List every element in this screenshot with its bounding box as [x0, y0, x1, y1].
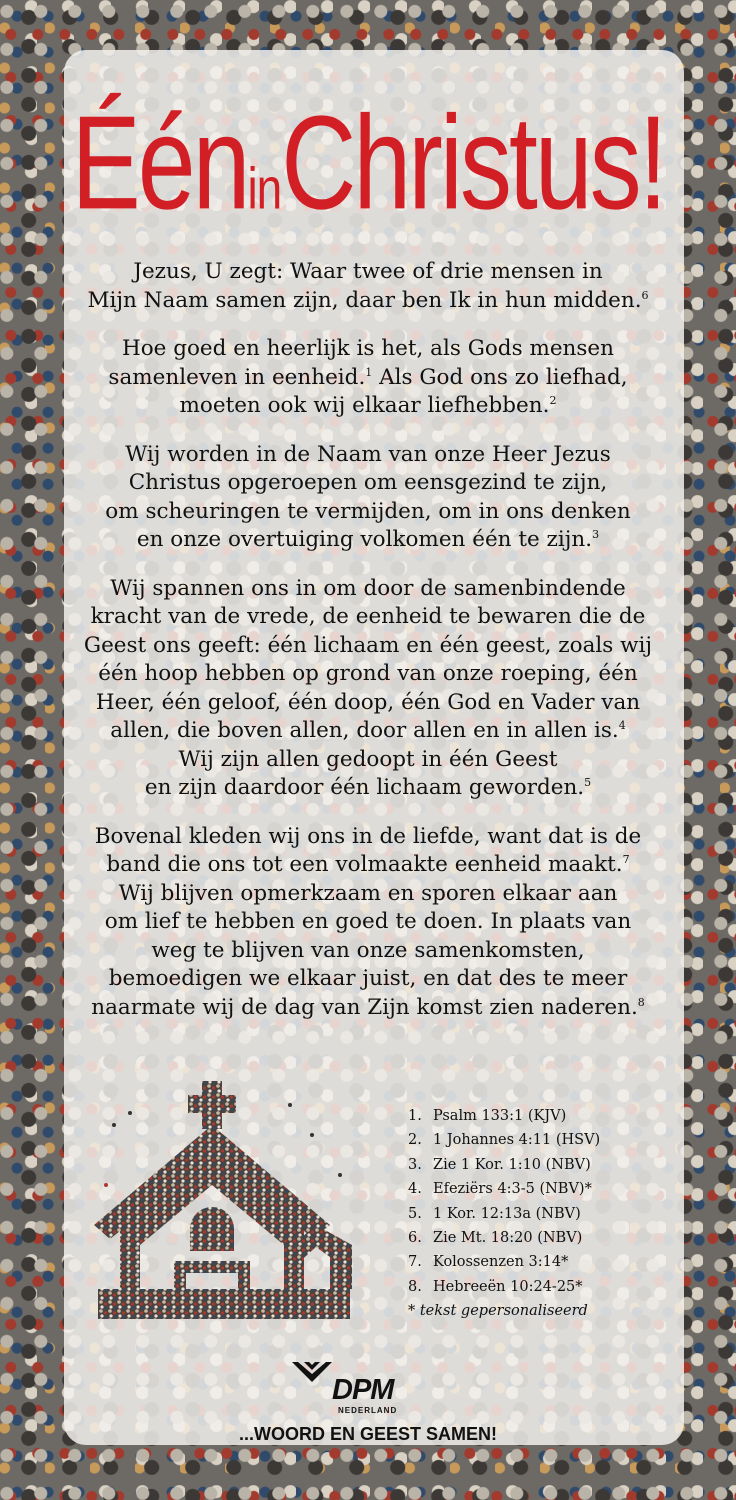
paragraph — [70, 441, 666, 555]
text-line — [70, 526, 666, 555]
line-text: Mijn Naam samen zijn, daar ben Ik in hun midden. — [87, 287, 642, 313]
text-line — [70, 603, 666, 632]
line-text: samenleven in eenheid. — [108, 364, 366, 390]
text-line — [70, 851, 666, 880]
text-line — [70, 823, 666, 852]
text-line — [70, 717, 666, 746]
line-text: om scheuringen te vermijden, om in ons denken — [105, 498, 631, 524]
line-text: moeten ook wij elkaar liefhebben. — [179, 393, 550, 418]
reference-text: Zie 1 Kor. 1:10 (NBV) — [433, 1156, 591, 1173]
text-line — [70, 258, 666, 287]
line-text: Jezus, U zegt: Waar twee of drie mensen in — [133, 259, 603, 284]
reference-number: 8. — [408, 1278, 422, 1295]
footnote-marker: 3 — [592, 527, 600, 541]
text-line — [70, 335, 666, 364]
footnote-marker: 7 — [622, 852, 630, 866]
paragraph — [70, 575, 666, 803]
paragraph — [70, 335, 666, 421]
footnote-marker: 5 — [584, 775, 592, 789]
line-text: Wij spannen ons in om door de samenbindende — [110, 575, 626, 601]
text-line — [70, 774, 666, 803]
reference-item — [408, 1177, 600, 1201]
line-text: Wij blijven opmerkzaam en sporen elkaar aan — [118, 880, 618, 906]
reference-number: 7. — [408, 1254, 422, 1271]
text-line — [70, 498, 666, 527]
paragraph — [70, 258, 666, 315]
line-text: één hoop hebben op grond van onze roeping, één — [98, 661, 638, 686]
reference-text: Hebreeën 10:24-25* — [433, 1278, 583, 1295]
reference-item — [408, 1275, 600, 1299]
text-line — [70, 746, 666, 775]
text-line — [70, 392, 666, 421]
text-line — [70, 994, 666, 1023]
reference-text: 1 Kor. 12:13a (NBV) — [433, 1205, 581, 1222]
text-line — [70, 880, 666, 909]
text-line — [70, 937, 666, 966]
footnote-marker: 6 — [641, 288, 649, 302]
text-line — [70, 287, 666, 316]
reference-item — [408, 1104, 600, 1128]
line-text: Christus opgeroepen om eensgezind te zijn, — [128, 470, 608, 495]
text-line — [70, 441, 666, 470]
text-line — [70, 660, 666, 689]
reference-number: 6. — [408, 1230, 422, 1247]
text-line — [70, 908, 666, 937]
text-line — [70, 689, 666, 718]
logo-subtitle: NEDERLAND — [338, 1406, 398, 1415]
reference-item — [408, 1226, 600, 1250]
body-text — [70, 258, 666, 1042]
title-part-2: in — [247, 154, 282, 222]
church-crowd-illustration — [90, 1075, 358, 1337]
line-text: Wij worden in de Naam van onze Heer Jezus — [125, 441, 611, 467]
footnote-marker: 8 — [637, 995, 645, 1009]
reference-item — [408, 1250, 600, 1274]
text-line — [70, 364, 666, 393]
reference-text: Kolossenzen 3:14* — [433, 1254, 569, 1271]
reference-list — [408, 1104, 600, 1324]
reference-text: Zie Mt. 18:20 (NBV) — [433, 1230, 583, 1247]
line-text: Heer, één geloof, één doop, één God en Vader van — [95, 689, 641, 715]
page-title — [0, 88, 736, 240]
line-text: Hoe goed en heerlijk is het, als Gods mensen — [121, 336, 615, 361]
line-text-after: Als God ons zo liefhad, — [372, 364, 628, 390]
line-text: Wij zijn allen gedoopt in één Geest — [178, 746, 558, 772]
reference-text: Psalm 133:1 (KJV) — [433, 1108, 567, 1124]
tagline: ...WOORD EN GEEST SAMEN! — [238, 1424, 497, 1444]
footnote-marker: 1 — [365, 365, 373, 379]
line-text: en onze overtuiging volkomen één te zijn. — [136, 527, 593, 552]
reference-number: 5. — [408, 1205, 422, 1222]
line-text: allen, die boven allen, door allen en in allen is. — [110, 718, 619, 743]
text-line — [70, 575, 666, 604]
reference-number: 2. — [408, 1132, 422, 1149]
title-part-1: Één — [71, 89, 248, 238]
line-text: band die ons tot een volmaakte eenheid maakt. — [106, 852, 623, 877]
line-text: bemoedigen we elkaar juist, en dat des te meer — [108, 966, 628, 991]
reference-number: 1. — [408, 1108, 422, 1124]
footnote-marker: 2 — [549, 393, 557, 407]
line-text: om lief te hebben en goed te doen. In plaats van — [104, 909, 632, 934]
line-text: weg te blijven van onze samenkomsten, — [151, 937, 585, 963]
footnote-marker: 4 — [618, 718, 626, 732]
title-part-3: Christus! — [281, 89, 665, 238]
reference-number: 4. — [408, 1181, 422, 1198]
line-text: kracht van de vrede, de eenheid te bewaren die de — [90, 604, 646, 629]
line-text: en zijn daardoor één lichaam geworden. — [144, 775, 585, 800]
references-note: * tekst gepersonaliseerd — [408, 1303, 588, 1320]
reference-number: 3. — [408, 1156, 422, 1173]
text-line — [70, 469, 666, 498]
reference-text: Efeziërs 4:3-5 (NBV)* — [433, 1181, 592, 1198]
text-line — [70, 632, 666, 661]
paragraph — [70, 823, 666, 1023]
reference-text: 1 Johannes 4:11 (HSV) — [433, 1132, 601, 1149]
text-line — [70, 965, 666, 994]
reference-item — [408, 1202, 600, 1226]
line-text: naarmate wij de dag van Zijn komst zien naderen. — [91, 994, 638, 1020]
logo-name: DPM — [332, 1374, 394, 1406]
line-text: Bovenal kleden wij ons in de liefde, want dat is de — [94, 823, 642, 849]
reference-item — [408, 1128, 600, 1152]
reference-item — [408, 1153, 600, 1177]
line-text: Geest ons geeft: één lichaam en één geest, zoals wij — [83, 632, 653, 658]
